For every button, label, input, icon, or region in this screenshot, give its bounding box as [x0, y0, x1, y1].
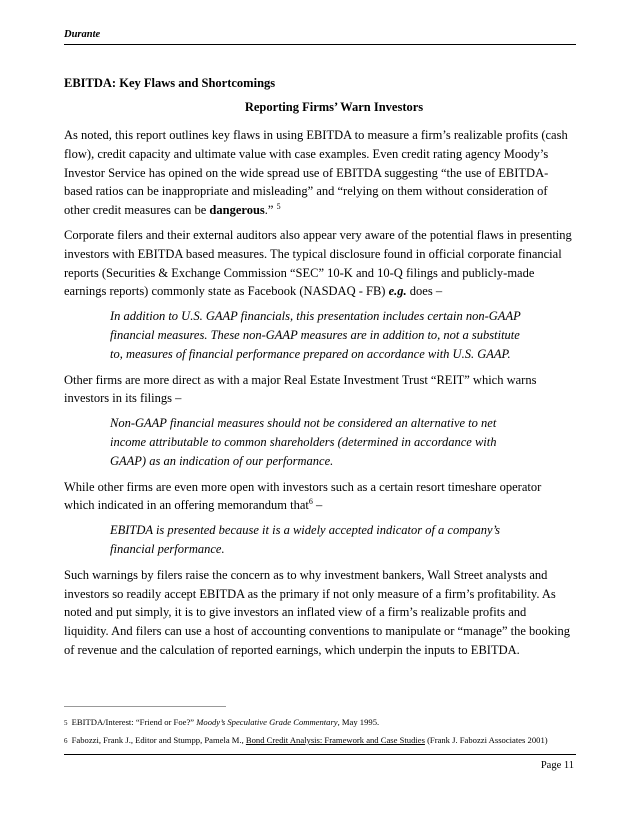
paragraph-5: Such warnings by filers raise the concern as to why investment bankers, Wall Street analysts and investors so readily accept EBITDA as the primary if not only measure of a firm’s profitability. As noted and put simply, it is to give investors an inflated view of a firm’s realizable profits and liquidity. And filers can use a host of accounting conventions to manipulate or “manage” the booking of revenue and the calculation of reported earnings, which underpin the inputs to EBITDA.: [64, 567, 571, 657]
footnote-6-text: Fabozzi, Frank J., Editor and Stumpp, Pamela M.,: [69, 735, 246, 745]
footnote-5-end: , May 1995.: [337, 717, 380, 727]
paragraph-1-end: .”: [264, 203, 277, 218]
footnote-ref-5: 5: [276, 202, 281, 212]
footnote-6: [64, 734, 576, 748]
page-number: Page 11: [540, 760, 574, 771]
quote-facebook: In addition to U.S. GAAP financials, this presentation includes certain non-GAAP financial measures. These non-GAAP measures are in addition to, not a substitute to, measures of financial performance prepared on accordance with U.S. GAAP.: [110, 309, 521, 361]
running-header-author: Durante: [64, 29, 101, 40]
paragraph-3: Other firms are more direct as with a major Real Estate Investment Trust “REIT” which warns investors in its filings –: [64, 372, 537, 406]
paragraph-2-eg: e.g.: [388, 284, 407, 299]
section-subtitle: Reporting Firms’ Warn Investors: [244, 100, 424, 114]
paragraph-2: [64, 226, 574, 301]
paragraph-1-emphasis: dangerous: [209, 203, 265, 218]
page-body: [64, 74, 574, 666]
footnote-divider: [64, 706, 226, 707]
quote-reit: Non-GAAP financial measures should not be considered an alternative to net income attributable to common shareholders (determined in accordance with GAAP) as an indication of our performance.: [110, 416, 497, 468]
paragraph-1: [64, 126, 574, 220]
footnote-5-text: EBITDA/Interest: “Friend or Foe?”: [69, 717, 197, 727]
footnote-5-number: 5: [64, 719, 68, 727]
quote-timeshare: EBITDA is presented because it is a widely accepted indicator of a company’s financial performance.: [110, 523, 500, 556]
footnote-5-source: Moody’s Speculative Grade Commentary: [196, 717, 338, 727]
paragraph-4-end: –: [312, 498, 323, 513]
footnote-6-end: (Frank J. Fabozzi Associates 2001): [424, 735, 548, 745]
footnote-ref-6: 6: [308, 497, 313, 507]
footnote-6-book-title: Bond Credit Analysis: Framework and Case Studies: [245, 735, 425, 745]
footer-divider: [64, 754, 576, 755]
footnote-5: [64, 716, 576, 730]
paragraph-1-text: As noted, this report outlines key flaws in using EBITDA to measure a firm’s realizable profits (cash flow), credit capacity and ultimate value with case examples. Even credit rating agency Moody’s Investor Service has opined on the wide spread use of EBITDA suggesting “the use of EBITDA-based ratios can be inappropriate and misleading” and “relying on them without consideration of other credit measures can be: [64, 128, 568, 218]
paragraph-4-text: While other firms are even more open with investors such as a certain resort timeshare operator which indicated in an offering memorandum that: [64, 479, 542, 513]
footnotes: [64, 706, 576, 752]
paragraph-2-end: does –: [406, 284, 443, 299]
paragraph-2-text: Corporate filers and their external auditors also appear very aware of the potential flaws in presenting investors with EBITDA based measures. The typical disclosure found in official corporate financial reports (Securities & Exchange Commission “SEC” 10-K and 10-Q filings and publicly-made earnings reports) commonly state as Facebook (NASDAQ - FB): [64, 227, 572, 299]
paragraph-4: [64, 478, 574, 516]
header-divider: [64, 44, 576, 45]
footnote-6-number: 6: [64, 737, 68, 745]
section-title: EBITDA: Key Flaws and Shortcomings: [64, 76, 276, 90]
